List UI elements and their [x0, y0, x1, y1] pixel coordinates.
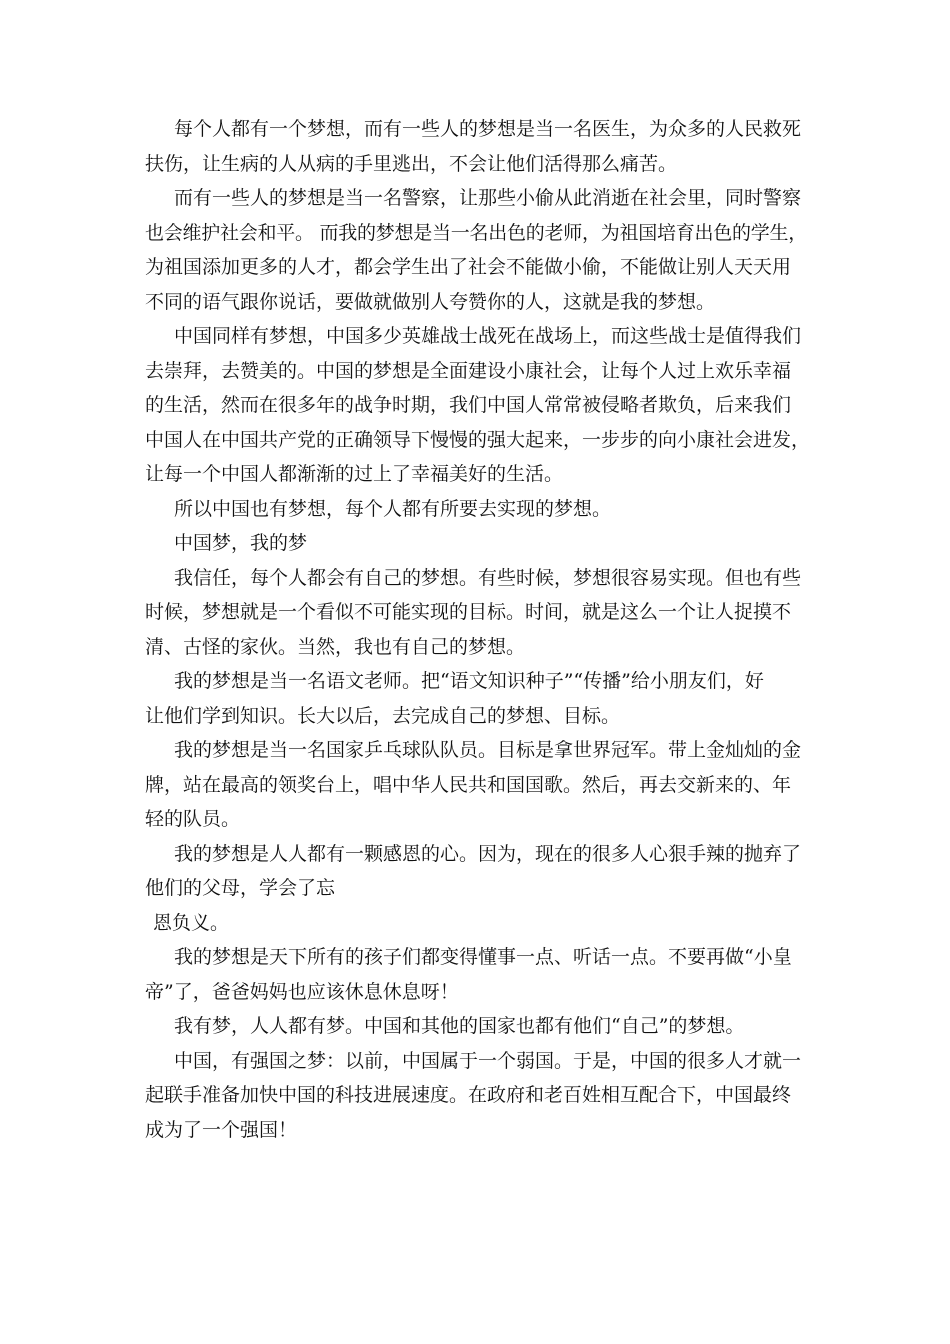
text-line: 我有梦，人人都有梦。中国和其他的国家也都有他们“自己”的梦想。: [174, 1015, 745, 1037]
text-line: 清、古怪的家伙。当然，我也有自己的梦想。: [145, 635, 526, 658]
text-line: 我信任，每个人都会有自己的梦想。有些时候，梦想很容易实现。但也有些: [174, 566, 802, 589]
text-line: 我的梦想是当一名国家乒乓球队队员。目标是拿世界冠军。带上金灿灿的金: [174, 739, 802, 761]
text-line: 为祖国添加更多的人才，都会学生出了社会不能做小偷，不能做让别人天天用: [145, 256, 792, 278]
text-line: 轻的队员。: [145, 808, 241, 830]
text-line: 也会维护社会和平。 而我的梦想是当一名出色的老师，为祖国培育出色的学生，: [145, 221, 808, 244]
text-line: 时候，梦想就是一个看似不可能实现的目标。时间，就是这么一个让人捉摸不: [145, 601, 792, 623]
text-line: 扶伤，让生病的人从病的手里逃出，不会让他们活得那么痛苦。: [145, 152, 678, 175]
text-line: 起联手准备加快中国的科技进展速度。在政府和老百姓相互配合下，中国最终: [145, 1084, 792, 1106]
text-line: 他们的父母，学会了忘: [145, 877, 336, 899]
text-line: 的生活，然而在很多年的战争时期，我们中国人常常被侵略者欺负，后来我们: [145, 394, 792, 416]
text-line: 成为了一个强国！: [145, 1118, 298, 1141]
text-line: 帝”了，爸爸妈妈也应该休息休息呀！: [145, 980, 459, 1003]
text-line: 每个人都有一个梦想，而有一些人的梦想是当一名医生，为众多的人民救死: [174, 118, 802, 140]
section-heading: 中国梦，我的梦: [174, 532, 308, 554]
text-line: 不同的语气跟你说话，要做就做别人夸赞你的人，这就是我的梦想。: [145, 290, 716, 313]
text-line: 让每一个中国人都渐渐的过上了幸福美好的生活。: [145, 463, 564, 485]
text-line: 我的梦想是当一名语文老师。把“语文知识种子”“传播”给小朋友们，好: [174, 670, 764, 692]
text-line: 我的梦想是天下所有的孩子们都变得懂事一点、听话一点。不要再做“小皇: [174, 946, 792, 968]
document-body: [145, 112, 810, 1147]
text-line: 恩负义。: [153, 911, 230, 934]
text-line: 而有一些人的梦想是当一名警察，让那些小偷从此消逝在社会里，同时警察: [174, 187, 802, 209]
text-line: 去崇拜，去赞美的。中国的梦想是全面建设小康社会，让每个人过上欢乐幸福: [145, 359, 792, 382]
text-line: 中国同样有梦想，中国多少英雄战士战死在战场上，而这些战士是值得我们: [174, 325, 802, 347]
text-line: 所以中国也有梦想，每个人都有所要去实现的梦想。: [174, 497, 612, 520]
text-line: 中国，有强国之梦：以前，中国属于一个弱国。于是，中国的很多人才就一: [174, 1049, 802, 1072]
text-line: 我的梦想是人人都有一颗感恩的心。因为，现在的很多人心狠手辣的抛弃了: [174, 842, 802, 865]
text-line: 牌，站在最高的领奖台上，唱中华人民共和国国歌。然后，再去交新来的、年: [145, 773, 792, 796]
text-line: 让他们学到知识。长大以后，去完成自己的梦想、目标。: [145, 704, 621, 727]
text-line: 中国人在中国共产党的正确领导下慢慢的强大起来，一步步的向小康社会进发，: [145, 428, 811, 451]
